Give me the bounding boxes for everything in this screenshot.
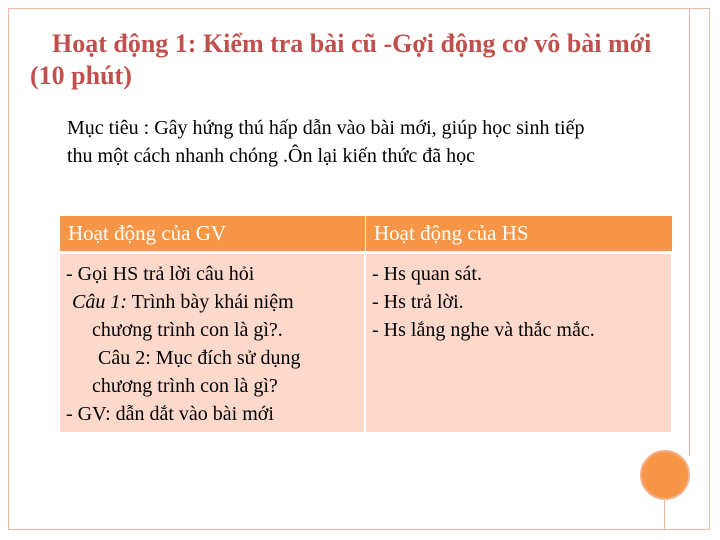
gv-question-1-cont: chương trình con là gì?. — [92, 319, 283, 341]
hs-line-listen: - Hs lắng nghe và thắc mắc. — [372, 319, 595, 341]
gv-line-call-students: - Gọi HS trả lời câu hỏi — [66, 263, 255, 285]
gv-question-2-cont: chương trình con là gì? — [92, 375, 278, 397]
hs-line-observe: - Hs quan sát. — [372, 263, 482, 285]
hs-line-answer: - Hs trả lời. — [372, 291, 464, 313]
objective-text: Mục tiêu : Gây hứng thú hấp dẫn vào bài mới, giúp học sinh tiếp thu một cách nhanh chóng .Ôn lại kiến thức đã học — [67, 117, 585, 167]
header-student-activity: Hoạt động của HS — [366, 216, 673, 251]
question-1-text: Trình bày khái niệm — [127, 291, 294, 313]
question-1-label: Câu 1: — [72, 291, 127, 313]
gv-question-1 — [60, 288, 364, 316]
header-teacher-activity: Hoạt động của GV — [60, 216, 366, 251]
gv-question-2: Câu 2: Mục đích sử dụng — [98, 347, 301, 369]
decorative-circle — [640, 450, 690, 500]
slide-title: Hoạt động 1: Kiểm tra bài cũ -Gợi động cơ vô bài mới (10 phút) — [30, 29, 652, 90]
activity-table — [60, 216, 673, 432]
decorative-circle-stem — [664, 498, 665, 530]
frame-right-rule — [689, 8, 690, 456]
gv-line-lead-in: - GV: dẫn dắt vào bài mới — [66, 403, 274, 425]
cell-teacher-activity — [60, 254, 366, 432]
cell-student-activity — [366, 254, 673, 432]
